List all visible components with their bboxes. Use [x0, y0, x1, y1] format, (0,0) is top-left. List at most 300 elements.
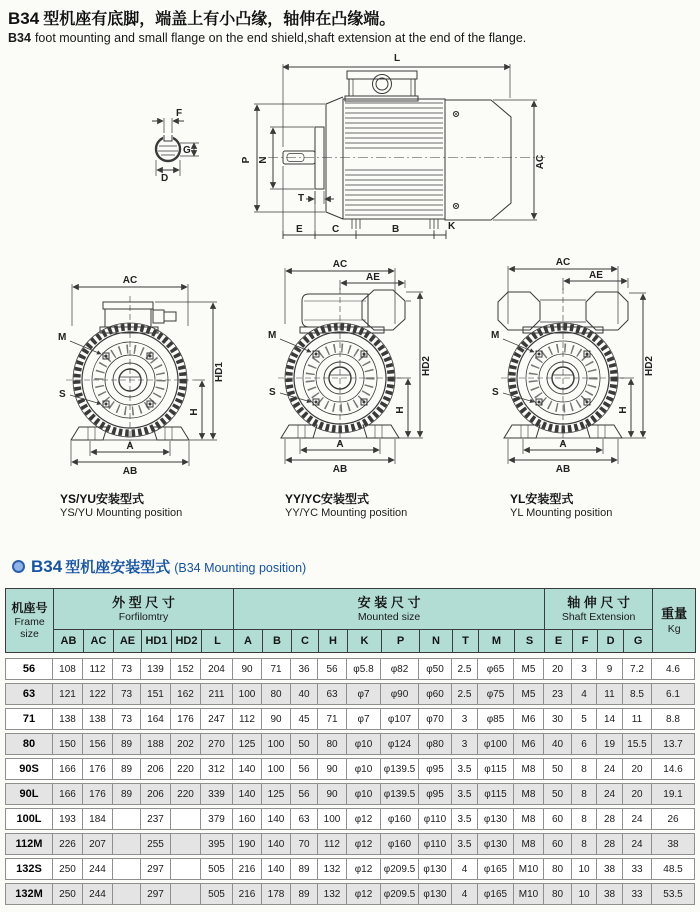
cell-63-M: φ75 — [478, 683, 514, 705]
dim-label-f: F — [176, 108, 183, 119]
cell-80-E: 40 — [544, 733, 572, 755]
table-row-90L — [5, 783, 695, 805]
cell-132S-HD1: 297 — [141, 858, 171, 880]
dim-label-hd2: HD2 — [421, 355, 432, 377]
dim-label-d: D — [161, 173, 169, 184]
cell-100L-A: 160 — [233, 808, 262, 830]
cell-80-G: 15.5 — [623, 733, 652, 755]
ys-yu-diagram — [35, 252, 260, 488]
front-view-ys-yu — [35, 252, 260, 519]
cell-100L-S: M8 — [514, 808, 544, 830]
cell-90L-K: φ10 — [347, 783, 381, 805]
column-header-n: N — [420, 630, 453, 653]
frame-header-en2: size — [20, 628, 39, 640]
section-title — [12, 556, 306, 577]
cell-71-P: φ107 — [381, 708, 419, 730]
dim-label-h: H — [395, 406, 406, 414]
column-header-hd1: HD1 — [142, 630, 172, 653]
cell-80-H: 80 — [318, 733, 347, 755]
cell-71-T: 3 — [452, 708, 478, 730]
cell-132S-H: 132 — [318, 858, 347, 880]
mounted-header-en: Mounted size — [357, 611, 421, 624]
cell-100L-M: φ130 — [478, 808, 514, 830]
yy-yc-diagram — [260, 252, 485, 488]
cell-71-A: 112 — [233, 708, 262, 730]
cell-90L-L: 339 — [201, 783, 233, 805]
cell-71-B: 90 — [262, 708, 291, 730]
cell-100L-N: φ110 — [419, 808, 452, 830]
cell-100L-K: φ12 — [347, 808, 381, 830]
cell-112M-M: φ130 — [478, 833, 514, 855]
cell-100L-AE — [113, 808, 141, 830]
motor-body — [343, 99, 445, 219]
frame-size-cell: 100L — [5, 808, 53, 830]
cell-112M-L: 395 — [201, 833, 233, 855]
cell-132M-L: 505 — [201, 883, 233, 905]
cell-56-HD2: 152 — [171, 658, 201, 680]
frame-size-cell: 71 — [5, 708, 53, 730]
cell-90L-HD1: 206 — [141, 783, 171, 805]
cell-56-L: 204 — [201, 658, 233, 680]
cell-90L-A: 140 — [233, 783, 262, 805]
frame-header-zh: 机座号 — [11, 600, 48, 615]
group-header-shaft — [545, 589, 653, 630]
cell-90S-F: 8 — [572, 758, 597, 780]
caption-en: YL Mounting position — [510, 507, 613, 519]
mounted-header-zh: 安 装 尺 寸 — [357, 594, 421, 610]
table-row-132M — [5, 883, 695, 905]
cell-132M-N: φ130 — [419, 883, 452, 905]
frame-size-cell: 90S — [5, 758, 53, 780]
cell-132S-G: 33 — [623, 858, 652, 880]
column-header-b: B — [263, 630, 292, 653]
front-view-yy-yc — [260, 252, 485, 519]
cell-80-N: φ80 — [419, 733, 452, 755]
cell-56-D: 9 — [597, 658, 623, 680]
cell-63-D: 11 — [597, 683, 623, 705]
cell-90L-D: 24 — [597, 783, 623, 805]
page-subtitle-en: foot mounting and small flange on the end shield,shaft extension at the end of the flange. — [34, 31, 527, 45]
cell-80-AB: 150 — [53, 733, 83, 755]
table-row-63 — [5, 683, 695, 705]
cell-90S-AC: 176 — [83, 758, 113, 780]
cell-112M-D: 28 — [597, 833, 623, 855]
cell-112M-HD1: 255 — [141, 833, 171, 855]
cell-80-HD2: 202 — [171, 733, 201, 755]
dim-label-ab: AB — [332, 464, 348, 475]
cell-100L-P: φ160 — [381, 808, 419, 830]
cell-90L-HD2: 220 — [171, 783, 201, 805]
cell-56-weight: 4.6 — [652, 658, 695, 680]
cell-132S-C: 89 — [291, 858, 318, 880]
cell-132S-E: 80 — [544, 858, 572, 880]
cell-132M-P: φ209.5 — [381, 883, 419, 905]
dim-label-m: M — [58, 332, 67, 343]
table-row-56 — [5, 658, 695, 680]
cell-71-K: φ7 — [347, 708, 381, 730]
cell-132M-G: 33 — [623, 883, 652, 905]
cell-90S-P: φ139.5 — [381, 758, 419, 780]
cell-90S-K: φ10 — [347, 758, 381, 780]
caption-en: YS/YU Mounting position — [60, 507, 183, 519]
cell-63-K: φ7 — [347, 683, 381, 705]
cell-56-M: φ65 — [478, 658, 514, 680]
cell-63-L: 211 — [201, 683, 233, 705]
cell-63-F: 4 — [572, 683, 597, 705]
dim-label-h: H — [618, 406, 629, 414]
frame-size-cell: 90L — [5, 783, 53, 805]
terminal-box — [345, 71, 418, 101]
cell-71-S: M6 — [514, 708, 544, 730]
side-view-diagram — [0, 52, 700, 252]
dim-label-ac: AC — [535, 154, 546, 170]
cell-100L-AB: 193 — [53, 808, 83, 830]
frame-size-cell: 80 — [5, 733, 53, 755]
cell-90L-AE: 89 — [113, 783, 141, 805]
table-row-112M — [5, 833, 695, 855]
dim-label-s: S — [59, 389, 66, 400]
caption-zh: YY/YC安装型式 — [285, 492, 370, 506]
cell-80-M: φ100 — [478, 733, 514, 755]
cell-132M-K: φ12 — [347, 883, 381, 905]
cell-63-P: φ90 — [381, 683, 419, 705]
caption-zh: YL安装型式 — [510, 492, 574, 506]
dim-label-s: S — [492, 387, 499, 398]
cell-71-E: 30 — [544, 708, 572, 730]
cell-132M-HD2 — [171, 883, 201, 905]
cell-90L-P: φ139.5 — [381, 783, 419, 805]
weight-header-zh: 重量 — [661, 606, 688, 622]
weight-header-en: Kg — [667, 622, 681, 635]
section-title-en: (B34 Mounting position) — [174, 561, 307, 575]
cell-112M-AB: 226 — [53, 833, 83, 855]
dim-label-hd2: HD2 — [644, 355, 655, 377]
yl-caption — [485, 490, 700, 519]
cell-80-T: 3 — [452, 733, 478, 755]
group-header-outline — [54, 589, 234, 630]
cell-63-T: 2.5 — [452, 683, 478, 705]
cell-132S-P: φ209.5 — [381, 858, 419, 880]
motor-side-outline — [268, 71, 545, 229]
outline-header-en: Forfilomtry — [118, 611, 169, 624]
cell-63-HD1: 151 — [141, 683, 171, 705]
page-title-model: B34 — [8, 9, 40, 28]
cell-90S-S: M8 — [514, 758, 544, 780]
cell-71-AC: 138 — [83, 708, 113, 730]
dim-label-ac: AC — [332, 259, 348, 270]
cell-71-AB: 138 — [53, 708, 83, 730]
cell-63-H: 63 — [318, 683, 347, 705]
cell-90S-M: φ115 — [478, 758, 514, 780]
cell-100L-C: 63 — [291, 808, 318, 830]
dim-label-t: T — [298, 193, 305, 204]
cell-132M-E: 80 — [544, 883, 572, 905]
table-row-80 — [5, 733, 695, 755]
cell-132S-B: 140 — [262, 858, 291, 880]
dim-label-p: P — [241, 156, 252, 164]
cell-90L-AC: 176 — [83, 783, 113, 805]
column-header-ae: AE — [114, 630, 142, 653]
column-header-h: H — [319, 630, 348, 653]
shaft-section-detail — [152, 118, 199, 176]
cell-80-HD1: 188 — [141, 733, 171, 755]
cell-90S-G: 20 — [623, 758, 652, 780]
column-header-t: T — [453, 630, 479, 653]
cell-63-A: 100 — [233, 683, 262, 705]
cell-56-S: M5 — [514, 658, 544, 680]
cell-132S-AB: 250 — [53, 858, 83, 880]
caption-zh: YS/YU安装型式 — [60, 492, 145, 506]
yl-diagram — [485, 252, 700, 488]
dim-label-ae: AE — [366, 272, 380, 283]
cell-80-S: M6 — [514, 733, 544, 755]
outline-header-zh: 外 型 尺 寸 — [112, 594, 175, 610]
cell-90L-E: 50 — [544, 783, 572, 805]
ys-yu-caption — [35, 490, 260, 519]
dimension-table-header — [5, 588, 696, 653]
cell-132M-B: 178 — [262, 883, 291, 905]
shaft-header-zh: 轴 伸 尺 寸 — [567, 594, 631, 610]
cell-63-G: 8.5 — [623, 683, 652, 705]
frame-size-cell: 132S — [5, 858, 53, 880]
cell-100L-HD1: 237 — [141, 808, 171, 830]
table-row-90S — [5, 758, 695, 780]
cell-90L-AB: 166 — [53, 783, 83, 805]
cell-100L-E: 60 — [544, 808, 572, 830]
cell-80-AC: 156 — [83, 733, 113, 755]
dim-label-a: A — [126, 441, 134, 452]
cell-63-B: 80 — [262, 683, 291, 705]
cell-71-L: 247 — [201, 708, 233, 730]
cell-90S-N: φ95 — [419, 758, 452, 780]
cell-132M-AB: 250 — [53, 883, 83, 905]
dim-label-c: C — [332, 224, 340, 235]
table-row-71 — [5, 708, 695, 730]
cell-63-C: 40 — [291, 683, 318, 705]
cell-132S-L: 505 — [201, 858, 233, 880]
cell-112M-B: 140 — [262, 833, 291, 855]
cell-100L-T: 3.5 — [452, 808, 478, 830]
cell-90L-weight: 19.1 — [652, 783, 695, 805]
cell-63-weight: 6.1 — [652, 683, 695, 705]
cell-63-AB: 121 — [53, 683, 83, 705]
cell-132S-T: 4 — [452, 858, 478, 880]
cell-80-B: 100 — [262, 733, 291, 755]
cell-90S-weight: 14.6 — [652, 758, 695, 780]
cell-132M-A: 216 — [233, 883, 262, 905]
table-row-100L — [5, 808, 695, 830]
group-header-mounted — [234, 589, 545, 630]
column-header-weight — [653, 589, 696, 653]
frame-size-cell: 132M — [5, 883, 53, 905]
cell-56-B: 71 — [262, 658, 291, 680]
cell-56-H: 56 — [318, 658, 347, 680]
cell-90S-A: 140 — [233, 758, 262, 780]
cell-112M-C: 70 — [291, 833, 318, 855]
cell-56-F: 3 — [572, 658, 597, 680]
cell-90S-C: 56 — [291, 758, 318, 780]
cell-71-H: 71 — [318, 708, 347, 730]
cell-63-N: φ60 — [419, 683, 452, 705]
dim-label-a: A — [336, 439, 344, 450]
cell-100L-F: 8 — [572, 808, 597, 830]
page-subtitle — [8, 31, 526, 45]
cell-56-AC: 112 — [83, 658, 113, 680]
cell-112M-T: 3.5 — [452, 833, 478, 855]
page-subtitle-model: B34 — [8, 31, 31, 45]
cell-90S-HD2: 220 — [171, 758, 201, 780]
frame-header-en1: Frame — [14, 615, 45, 628]
cell-112M-F: 8 — [572, 833, 597, 855]
cell-56-P: φ82 — [381, 658, 419, 680]
cell-56-K: φ5.8 — [347, 658, 381, 680]
cell-112M-AC: 207 — [83, 833, 113, 855]
column-header-g: G — [624, 630, 653, 653]
cell-90S-AB: 166 — [53, 758, 83, 780]
cell-90S-AE: 89 — [113, 758, 141, 780]
cell-90L-N: φ95 — [419, 783, 452, 805]
column-header-m: M — [479, 630, 515, 653]
dim-label-m: M — [268, 330, 277, 341]
cell-132M-T: 4 — [452, 883, 478, 905]
column-header-ab: AB — [54, 630, 84, 653]
cell-112M-S: M8 — [514, 833, 544, 855]
cell-112M-HD2 — [171, 833, 201, 855]
cell-71-M: φ85 — [478, 708, 514, 730]
cell-71-F: 5 — [572, 708, 597, 730]
page-title-zh: 型机座有底脚，端盖上有小凸缘，轴伸在凸缘端。 — [43, 11, 396, 28]
cell-80-D: 19 — [597, 733, 623, 755]
cell-132S-AE — [113, 858, 141, 880]
dim-label-ab: AB — [122, 466, 138, 477]
table-row-132S — [5, 858, 695, 880]
cell-132S-A: 216 — [233, 858, 262, 880]
cell-71-HD2: 176 — [171, 708, 201, 730]
cell-56-T: 2.5 — [452, 658, 478, 680]
cell-132S-F: 10 — [572, 858, 597, 880]
dim-label-h: H — [189, 408, 200, 416]
cell-90L-M: φ115 — [478, 783, 514, 805]
column-header-a: A — [234, 630, 263, 653]
cell-132S-N: φ130 — [419, 858, 452, 880]
cell-80-K: φ10 — [347, 733, 381, 755]
dim-label-e: E — [296, 224, 303, 235]
column-header-l: L — [202, 630, 234, 653]
cell-80-C: 50 — [291, 733, 318, 755]
cell-71-weight: 8.8 — [652, 708, 695, 730]
cell-90L-F: 8 — [572, 783, 597, 805]
dim-label-ab: AB — [555, 464, 571, 475]
caption-en: YY/YC Mounting position — [285, 507, 408, 519]
sub-header-row — [6, 630, 696, 653]
column-header-d: D — [598, 630, 624, 653]
cell-71-AE: 73 — [113, 708, 141, 730]
cell-90L-B: 125 — [262, 783, 291, 805]
front-view-yl — [485, 252, 700, 519]
column-header-e: E — [545, 630, 573, 653]
cell-90L-T: 3.5 — [452, 783, 478, 805]
cell-132M-AE — [113, 883, 141, 905]
column-header-frame-size — [6, 589, 54, 653]
column-header-k: K — [348, 630, 382, 653]
group-header-row — [6, 589, 696, 630]
cell-71-D: 14 — [597, 708, 623, 730]
cell-80-weight: 13.7 — [652, 733, 695, 755]
cell-100L-B: 140 — [262, 808, 291, 830]
dim-label-ae: AE — [589, 270, 603, 281]
cell-132S-HD2 — [171, 858, 201, 880]
cell-80-L: 270 — [201, 733, 233, 755]
cell-90L-G: 20 — [623, 783, 652, 805]
dimension-table — [5, 588, 695, 908]
cell-71-C: 45 — [291, 708, 318, 730]
cell-80-P: φ124 — [381, 733, 419, 755]
cell-132S-S: M10 — [514, 858, 544, 880]
cell-132M-H: 132 — [318, 883, 347, 905]
cell-56-N: φ50 — [419, 658, 452, 680]
cell-132M-C: 89 — [291, 883, 318, 905]
dim-label-m: M — [491, 330, 500, 341]
cell-112M-weight: 38 — [652, 833, 695, 855]
cell-56-A: 90 — [233, 658, 262, 680]
cell-56-E: 20 — [544, 658, 572, 680]
frame-size-cell: 56 — [5, 658, 53, 680]
cell-112M-A: 190 — [233, 833, 262, 855]
cell-63-HD2: 162 — [171, 683, 201, 705]
cell-112M-K: φ12 — [347, 833, 381, 855]
section-title-zh: 型机座安装型式 — [65, 559, 171, 576]
cell-71-G: 11 — [623, 708, 652, 730]
dim-label-b: B — [392, 224, 400, 235]
dim-label-g: G — [183, 145, 191, 156]
dim-label-ac: AC — [122, 275, 138, 286]
cell-63-AC: 122 — [83, 683, 113, 705]
cell-112M-H: 112 — [318, 833, 347, 855]
dim-label-n: N — [258, 156, 269, 164]
column-header-f: F — [573, 630, 598, 653]
cell-132M-weight: 53.5 — [652, 883, 695, 905]
cell-63-S: M5 — [514, 683, 544, 705]
cell-132M-AC: 244 — [83, 883, 113, 905]
dimension-table-data — [5, 655, 695, 908]
shaft-header-en: Shaft Extension — [561, 611, 636, 624]
dim-label-k: K — [448, 221, 456, 232]
frame-size-cell: 63 — [5, 683, 53, 705]
column-header-ac: AC — [84, 630, 114, 653]
dim-label-a: A — [559, 439, 567, 450]
cell-132S-M: φ165 — [478, 858, 514, 880]
cell-132S-AC: 244 — [83, 858, 113, 880]
cell-80-A: 125 — [233, 733, 262, 755]
cell-56-AB: 108 — [53, 658, 83, 680]
cell-63-AE: 73 — [113, 683, 141, 705]
cell-71-N: φ70 — [419, 708, 452, 730]
cell-132M-HD1: 297 — [141, 883, 171, 905]
cell-132S-D: 38 — [597, 858, 623, 880]
column-header-s: S — [515, 630, 545, 653]
page-title — [8, 6, 395, 29]
frame-size-cell: 112M — [5, 833, 53, 855]
section-bullet-icon — [12, 560, 25, 573]
front-views-row — [0, 252, 700, 552]
dim-label-ac: AC — [555, 257, 571, 268]
section-title-model: B34 — [31, 557, 63, 576]
cell-132S-weight: 48.5 — [652, 858, 695, 880]
cell-71-HD1: 164 — [141, 708, 171, 730]
yy-yc-caption — [260, 490, 485, 519]
cell-112M-N: φ110 — [419, 833, 452, 855]
cell-80-F: 6 — [572, 733, 597, 755]
